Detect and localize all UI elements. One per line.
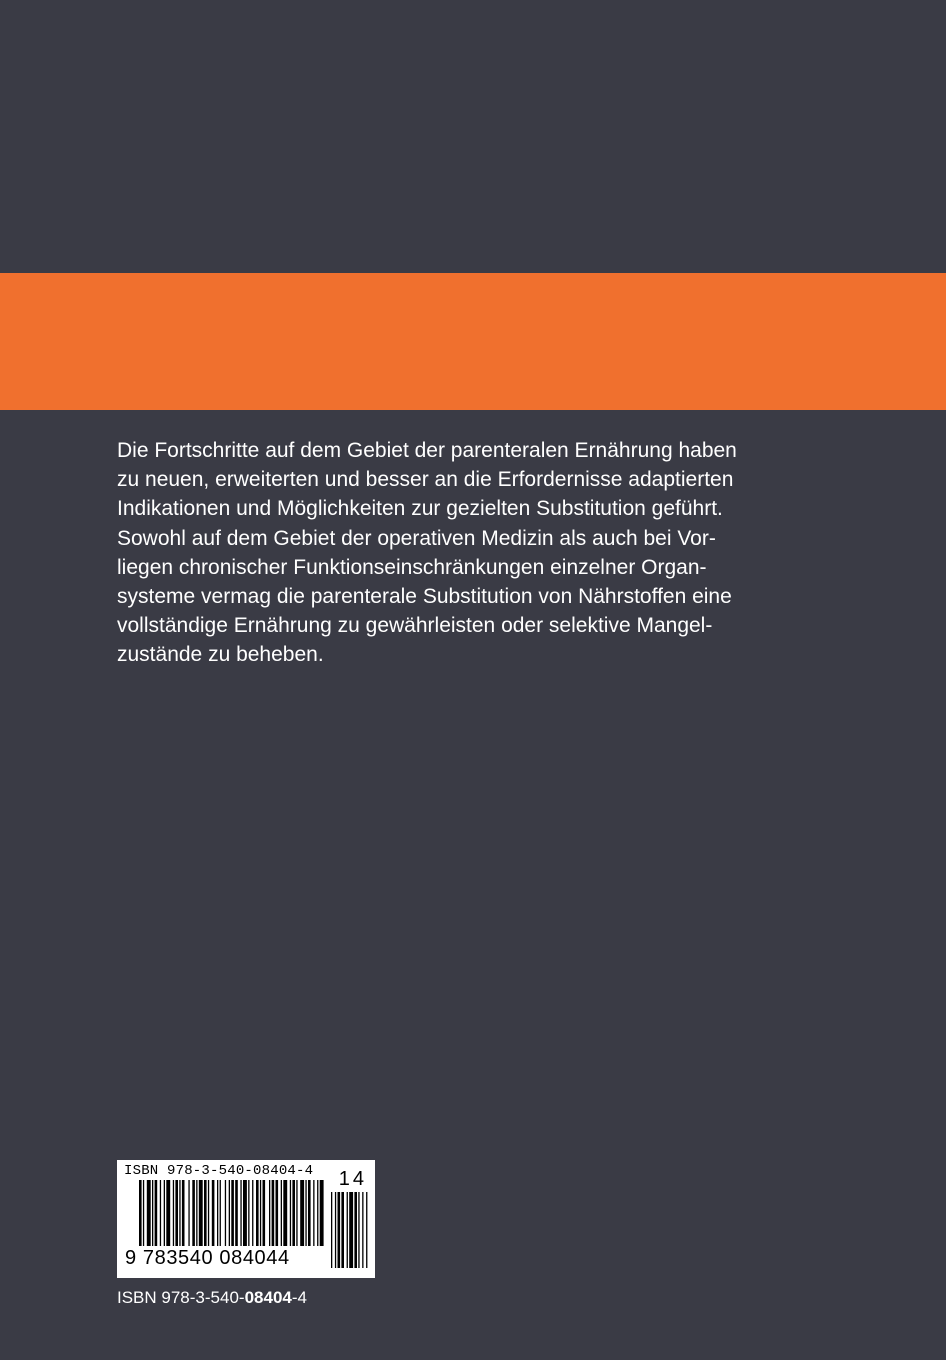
blurb-line: zustände zu beheben. [117, 643, 324, 667]
isbn-prefix: ISBN 978-3-540- [117, 1288, 245, 1307]
blurb-line: Die Fortschritte auf dem Gebiet der parenteralen Ernährung haben [117, 439, 737, 462]
barcode-isbn-label: ISBN 978-3-540-08404-4 [124, 1163, 314, 1179]
barcode-digits: 9 783540 084044 [125, 1247, 290, 1269]
back-cover-blurb [117, 436, 837, 670]
blurb-line: zu neuen, erweiterten und besser an die Erfordernisse adaptierten [117, 468, 734, 492]
blurb-line: systeme vermag die parenterale Substitution von Nährstoffen eine [117, 585, 732, 609]
blurb-line: vollständige Ernährung zu gewährleisten oder selektive Mangel- [117, 614, 713, 638]
blurb-line: liegen chronischer Funktionseinschränkungen einzelner Organ- [117, 555, 707, 579]
isbn-footer [117, 1288, 307, 1308]
isbn-bold-part: 08404 [244, 1288, 292, 1307]
accent-band [0, 273, 946, 410]
barcode [117, 1160, 375, 1278]
blurb-line: Sowohl auf dem Gebiet der operativen Medizin als auch bei Vor- [117, 526, 716, 550]
isbn-suffix: -4 [291, 1288, 307, 1307]
blurb-line: Indikationen und Möglichkeiten zur gezielten Substitution geführt. [117, 497, 723, 521]
barcode-addon-digits: 14 [338, 1168, 367, 1190]
